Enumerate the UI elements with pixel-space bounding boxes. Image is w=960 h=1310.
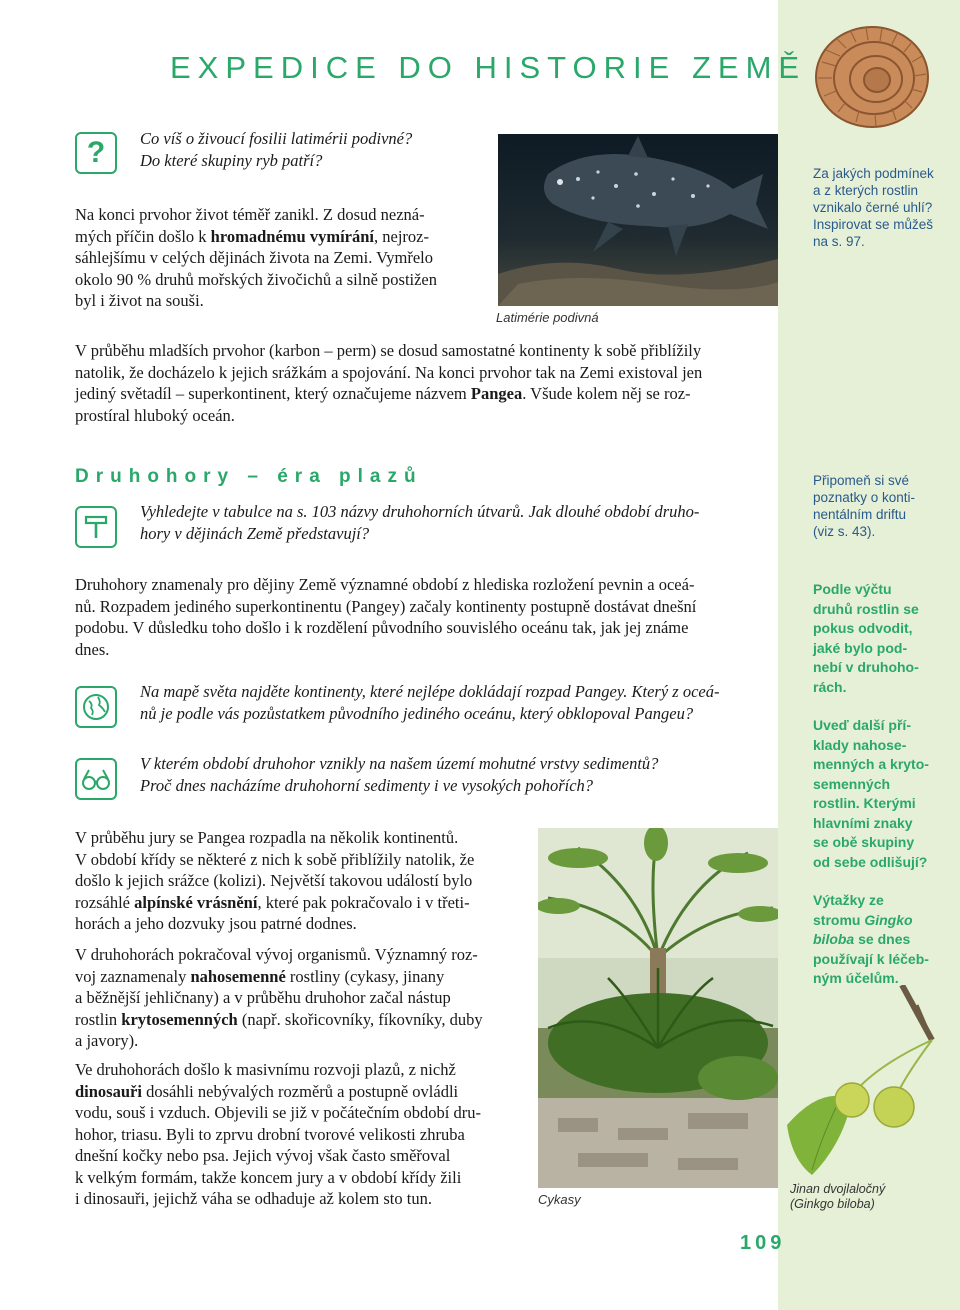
paragraph-plants (75, 944, 483, 1052)
note-line: používají k léčeb- (813, 950, 929, 967)
side-note-tasks (813, 580, 929, 989)
ammonite-fossil-image (812, 22, 932, 132)
hammer-icon (75, 506, 117, 548)
text-line: Druhohory znamenaly pro dějiny Země významné období z hlediska rozložení pevnin a oceá- (75, 575, 695, 594)
text-line: okolo 90 % druhů mořských živočichů a silně postižen (75, 269, 438, 289)
question-line: V kterém období druhohor vznikly na našem území mohutné vrstvy sedimentů? (140, 754, 659, 773)
question-line: Proč dnes nacházíme druhohorní sedimenty i ve vysokých pohořích? (140, 775, 594, 795)
question-time-table (140, 501, 699, 544)
note-line: Za jakých podmínek (813, 166, 934, 181)
question-line: Co víš o živoucí fosilii latimérii podivné? (140, 129, 413, 148)
note-line: rách. (813, 678, 847, 695)
text-span: jediný světadíl – superkontinent, který označujeme názvem (75, 384, 471, 403)
text-span: . Všude kolem něj se roz- (522, 384, 691, 403)
question-line: hory v dějinách Země představují? (140, 523, 370, 543)
text-line: hohor, triasu. Byli to zprvu drobní tvorové velikosti zhruba (75, 1124, 465, 1144)
text-line: k velkým formám, takže koncem jury a v období křídy žili (75, 1167, 462, 1187)
note-line: (viz s. 43). (813, 524, 876, 539)
cycads-caption: Cykasy (538, 1192, 581, 1207)
text-line: a javory). (75, 1031, 139, 1050)
page-number: 109 (740, 1232, 786, 1254)
page-title: EXPEDICE DO HISTORIE ZEMĚ (170, 50, 807, 85)
note-line: jaké bylo pod- (813, 639, 908, 656)
text-line (75, 966, 483, 988)
question-mark-icon: ? (75, 132, 117, 174)
glasses-icon (75, 758, 117, 800)
text-line: sáhlejšímu v celých dějinách života na Zemi. Vymřelo (75, 248, 434, 267)
note-line: vznikalo černé uhlí? (813, 200, 933, 215)
note-line: hlavními znaky (813, 814, 913, 831)
text-line: dnes. (75, 639, 110, 659)
term-dinosaurs: dinosauři (75, 1081, 142, 1101)
text-span: voj zaznamenaly (75, 966, 191, 986)
term-angiosperms: krytosemenných (121, 1009, 238, 1029)
question-ocean (140, 681, 719, 724)
note-line: poznatky o konti- (813, 490, 916, 505)
text-line: podobu. V důsledku toho došlo i k rozdělení původního souvislého oceánu tak, jak jej známe (75, 618, 689, 637)
note-line: nebí v druhoho- (813, 659, 919, 675)
note-line: semenných (813, 775, 891, 792)
ginkgo-caption (790, 1182, 885, 1212)
paragraph-continents (75, 574, 775, 660)
note-line: Připomeň si své (813, 473, 910, 488)
coelacanth-photo (498, 134, 778, 306)
text-line (75, 226, 437, 248)
note-line: ným účelům. (813, 970, 899, 986)
section-heading-mesozoic: Druhohory – éra plazů (75, 466, 423, 487)
ginkgo-branch-image (782, 985, 952, 1180)
side-note-coal (813, 165, 934, 250)
note-line: Výtažky ze (813, 892, 884, 908)
text-span: mých příčin došlo k (75, 226, 211, 246)
text-span: stromu (813, 911, 865, 928)
caption-line: (Ginkgo biloba) (790, 1197, 875, 1211)
paragraph-dinosaurs (75, 1059, 481, 1210)
text-span: , které pak pokračovalo i v třeti- (257, 892, 470, 912)
text-line: V druhohorách pokračoval vývoj organismů. Významný roz- (75, 945, 478, 964)
text-line: natolik, že docházelo k jejich srážkám a spojování. Na konci prvohor tak na Zemi existoval jen (75, 362, 703, 382)
term-alpine-orogeny: alpínské vrásnění (134, 892, 258, 912)
text-line: horách a jeho dozvuky jsou patrné dodnes. (75, 914, 357, 933)
text-span: (např. skořicovníky, fíkovníky, duby (237, 1009, 483, 1029)
note-line: nentálním driftu (813, 507, 907, 522)
text-line: V průběhu jury se Pangea rozpadla na několik kontinentů. (75, 828, 459, 847)
note-line: od sebe odlišují? (813, 853, 928, 870)
text-span: se dnes (854, 931, 911, 947)
paragraph-pangea (75, 340, 775, 426)
note-line: Uveď další pří- (813, 717, 911, 733)
text-line: V průběhu mladších prvohor (karbon – perm) se dosud samostatné kontinenty k sobě přiblížily (75, 341, 702, 360)
text-span: , nejroz- (374, 226, 429, 246)
text-line: nů. Rozpadem jediného superkontinentu (Pangey) začaly kontinenty postupně dostávat dnešní (75, 596, 697, 616)
text-line: a běžnější jehličnany) a v průběhu druhohor začal nástup (75, 988, 451, 1007)
note-line (813, 911, 929, 931)
text-line: V období křídy se některé z nich k sobě přiblížily natolik, že (75, 849, 475, 869)
text-line (75, 383, 775, 405)
question-line: nů je podle vás pozůstatkem původního jediného oceánu, který obklopoval Pangeu? (140, 703, 694, 723)
question-line: Do které skupiny ryb patří? (140, 150, 323, 170)
text-line: i dinosauři, jejichž váha se odhaduje až kolem sto tun. (75, 1189, 432, 1208)
note-line: menných a kryto- (813, 756, 929, 772)
coelacanth-caption: Latimérie podivná (496, 310, 599, 325)
text-line (75, 1081, 481, 1103)
note-line: druhů rostlin se (813, 600, 919, 617)
question-line: Na mapě světa najděte kontinenty, které nejlépe dokládají rozpad Pangey. Který z oceá- (140, 682, 720, 701)
text-span: dosáhli nebývalých rozměrů a postupně ovládli (141, 1081, 459, 1101)
note-line: a z kterých rostlin (813, 183, 919, 198)
text-line (75, 1009, 483, 1031)
note-line: na s. 97. (813, 234, 865, 249)
paragraph-jurassic (75, 827, 474, 935)
note-line: pokus odvodit, (813, 620, 913, 636)
note-line: Inspirovat se můžeš (813, 217, 934, 232)
text-line: dnešní kočky nebo psa. Jejich vývoj však často směřoval (75, 1146, 451, 1165)
paragraph-extinction (75, 204, 437, 312)
term-gymnosperms: nahosemenné (190, 966, 286, 986)
caption-line: Jinan dvojlaločný (790, 1182, 886, 1196)
note-line: Podle výčtu (813, 581, 892, 597)
question-sediments (140, 753, 658, 796)
text-line: vodu, souš i vzduch. Objevili se již v počátečním období dru- (75, 1103, 482, 1122)
question-line: Vyhledejte v tabulce na s. 103 názvy druhohorních útvarů. Jak dlouhé období druho- (140, 502, 700, 521)
note-line: se obě skupiny (813, 834, 915, 850)
text-line: Ve druhohorách došlo k masivnímu rozvoji plazů, z nichž (75, 1060, 456, 1079)
text-line: došlo k jejich srážce (kolizi). Největší takovou událostí bylo (75, 871, 473, 890)
text-line: prostíral hluboký oceán. (75, 405, 235, 425)
term-mass-extinction: hromadnému vymírání (210, 226, 374, 246)
text-span: rozsáhlé (75, 892, 135, 912)
text-line: byl i život na souši. (75, 291, 204, 310)
question-fossil (140, 128, 412, 171)
text-line (75, 892, 474, 914)
term-pangea: Pangea (470, 384, 523, 403)
side-note-drift (813, 472, 915, 540)
text-span: biloba (813, 931, 855, 947)
note-line: rostlin. Kterými (813, 795, 916, 811)
text-line: Na konci prvohor život téměř zanikl. Z dosud nezná- (75, 205, 425, 224)
cycads-photo (538, 828, 778, 1188)
text-span: Gingko (864, 911, 913, 928)
note-line: klady nahose- (813, 736, 907, 753)
note-line (813, 930, 929, 950)
text-span: rostlin (75, 1009, 122, 1029)
text-span: rostliny (cykasy, jinany (285, 966, 445, 986)
globe-icon (75, 686, 117, 728)
